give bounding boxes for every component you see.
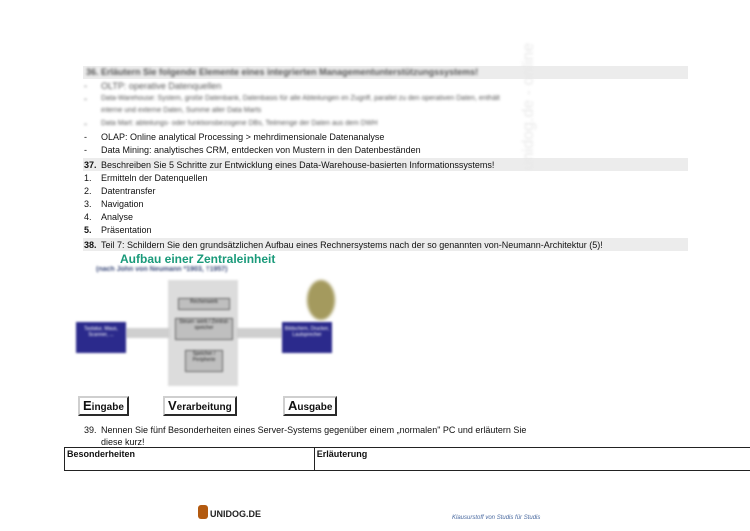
diagram-title: Aufbau einer Zentraleinheit bbox=[120, 252, 276, 266]
step-label: Analyse bbox=[101, 212, 134, 222]
ausgabe-label bbox=[283, 396, 337, 416]
footer-logo: UNIDOG.DE bbox=[210, 509, 262, 519]
step-number: 4. bbox=[84, 212, 92, 222]
eingabe-initial: E bbox=[83, 398, 92, 413]
cpu-memory: Speicher / Peripherie bbox=[185, 350, 223, 372]
q37-question: Beschreiben Sie 5 Schritte zur Entwicklung eines Data-Warehouse-basierten Informationssystems! bbox=[101, 160, 495, 170]
q38-question: Teil 7: Schildern Sie den grundsätzlichen Aufbau eines Rechnersystems nach der so genannten von-Neumann-Architektur (5)! bbox=[101, 240, 603, 250]
step-number: 5. bbox=[84, 225, 92, 235]
verarbeitung-rest: erarbeitung bbox=[176, 402, 232, 413]
dog-logo-icon bbox=[198, 505, 208, 519]
q37-number: 37. bbox=[84, 160, 97, 170]
footer-note: Klausurstoff von Studis für Studis bbox=[452, 515, 541, 521]
q36-header: 36. Erläutern Sie folgende Elemente eines integrierten Managementunterstützungssystems! bbox=[86, 67, 479, 77]
q39-line2: diese kurz! bbox=[101, 437, 145, 447]
table-row bbox=[65, 448, 750, 471]
step-label: Datentransfer bbox=[101, 186, 156, 196]
q39-number: 39. bbox=[84, 425, 97, 435]
bullet: - bbox=[84, 145, 87, 155]
input-device-box: Tastatur, Maus, Scanner, ... bbox=[76, 322, 126, 353]
table-header-besonderheiten: Besonderheiten bbox=[65, 448, 315, 471]
bullet: - bbox=[84, 81, 87, 91]
cpu-control-unit: Steuer- werk / Zentral- speicher bbox=[175, 318, 233, 340]
step-number: 2. bbox=[84, 186, 92, 196]
diagram-subtitle: (nach John von Neumann *1903, †1957) bbox=[96, 266, 228, 273]
step-label: Navigation bbox=[101, 199, 144, 209]
connector-left bbox=[126, 328, 170, 338]
q39-line1: Nennen Sie fünf Besonderheiten eines Server-Systems gegenüber einem „normalen" PC und erläutern Sie bbox=[101, 425, 527, 435]
ausgabe-rest: usgabe bbox=[297, 402, 333, 413]
bullet: - bbox=[84, 132, 87, 142]
connector-right bbox=[236, 328, 282, 338]
answer-table bbox=[64, 447, 750, 471]
table-header-erlaeuterung: Erläuterung bbox=[314, 448, 750, 471]
bullet: - bbox=[84, 119, 87, 129]
verarbeitung-initial: V bbox=[168, 398, 177, 413]
q36-item-olap: OLAP: Online analytical Processing > mehrdimensionale Datenanalyse bbox=[101, 132, 385, 142]
watermark: unidog.de - online bbox=[520, 42, 537, 170]
bullet: - bbox=[84, 94, 87, 104]
step-label: Präsentation bbox=[101, 225, 152, 235]
step-label: Ermitteln der Datenquellen bbox=[101, 173, 208, 183]
q36-item-dwh: Data-Warehouse: System, große Datenbank, Datenbasis für alle Abteilungen im Zugriff, parallel zu den operativen Daten, enthält bbox=[101, 95, 500, 102]
q38-number: 38. bbox=[84, 240, 97, 250]
step-number: 1. bbox=[84, 173, 92, 183]
q36-item-datamart: Data Mart: abteilungs- oder funktionsbezogene DBs, Teilmenge der Daten aus dem DWH bbox=[101, 120, 378, 127]
von-neumann-portrait bbox=[307, 280, 335, 320]
q36-item-oltp: OLTP: operative Datenquellen bbox=[101, 81, 222, 91]
ausgabe-initial: A bbox=[288, 398, 298, 413]
step-number: 3. bbox=[84, 199, 92, 209]
eingabe-label bbox=[78, 396, 129, 416]
cpu-arithmetic-unit: Rechenwerk bbox=[178, 298, 230, 310]
output-device-box: Bildschirm, Drucker, Lautsprecher bbox=[282, 322, 332, 353]
q36-item-dwh-cont: interne und externe Daten, Summe aller Data Marts bbox=[101, 107, 262, 114]
verarbeitung-label bbox=[163, 396, 237, 416]
q36-item-datamining: Data Mining: analytisches CRM, entdecken von Mustern in den Datenbeständen bbox=[101, 145, 421, 155]
eingabe-rest: ingabe bbox=[91, 402, 124, 413]
